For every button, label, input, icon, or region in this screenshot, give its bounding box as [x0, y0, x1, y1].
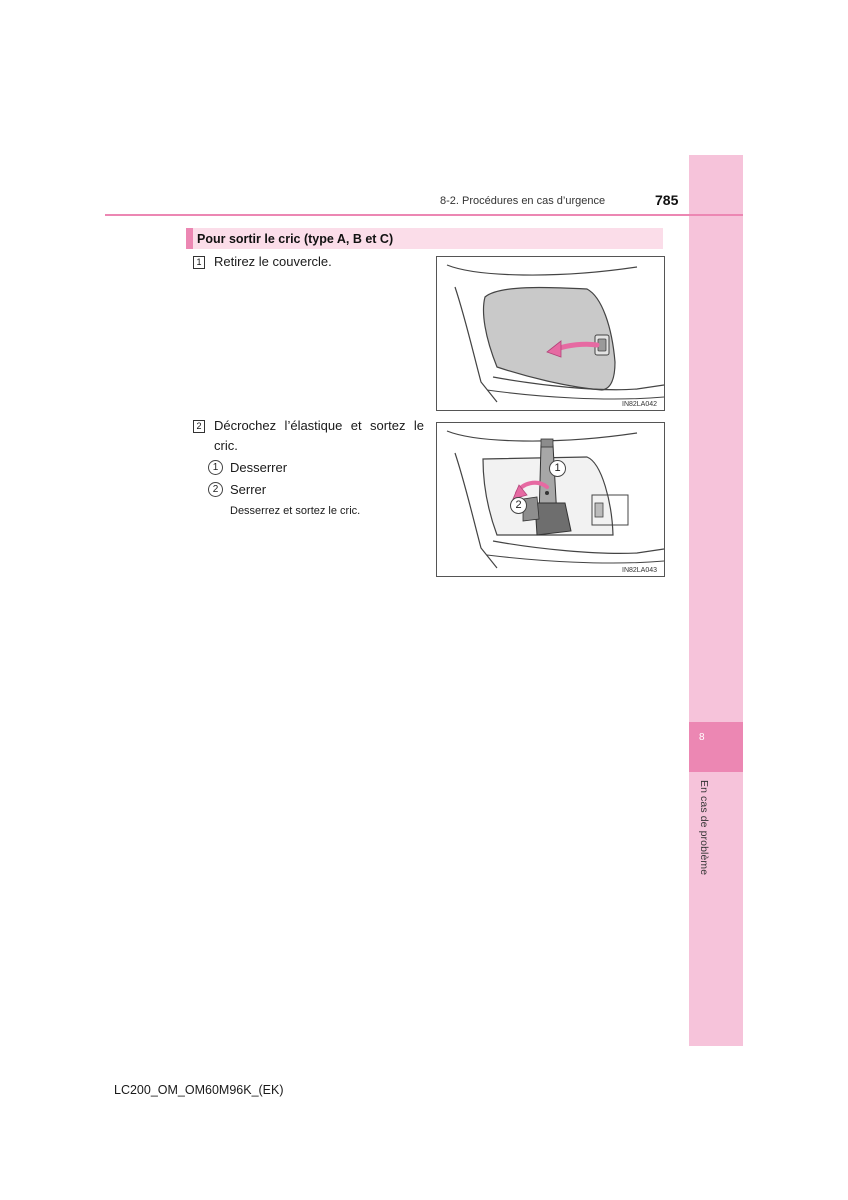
step-2-box: 2: [193, 420, 205, 433]
figure-1-code: IN82LA042: [622, 401, 658, 408]
step-2-text-line2: cric.: [214, 438, 238, 453]
chapter-side-tab: [689, 155, 743, 1046]
sub-step-2-text: Serrer: [230, 482, 267, 497]
figure-2-callout-2: 2: [510, 497, 527, 514]
step-1-box: 1: [193, 256, 205, 269]
step-1-text: Retirez le couvercle.: [214, 254, 332, 269]
figure-2-code: IN82LA043: [622, 567, 658, 574]
jack-illustration: [437, 423, 664, 576]
step-2-text-line1: Décrochez l’élastique et sortez le: [214, 418, 424, 433]
page-number: 785: [655, 192, 679, 208]
document-code-footer: LC200_OM_OM60M96K_(EK): [114, 1083, 284, 1097]
header-rule: [105, 214, 743, 216]
procedure-heading: Pour sortir le cric (type A, B et C): [197, 232, 394, 246]
sub-step-1-circle: 1: [208, 460, 223, 475]
sub-step-2-circle: 2: [208, 482, 223, 497]
chapter-number: 8: [699, 732, 705, 743]
section-title: 8-2. Procédures en cas d’urgence: [440, 195, 606, 207]
chapter-number-box: [689, 722, 743, 772]
chapter-label: En cas de problème: [698, 780, 710, 876]
sub-step-1-text: Desserrer: [230, 460, 288, 475]
cover-illustration: [437, 257, 664, 410]
figure-remove-jack: [436, 422, 665, 577]
heading-marker: [186, 228, 193, 249]
figure-2-callout-1: 1: [549, 460, 566, 477]
note-text: Desserrez et sortez le cric.: [230, 505, 361, 517]
figure-remove-cover: [436, 256, 665, 411]
